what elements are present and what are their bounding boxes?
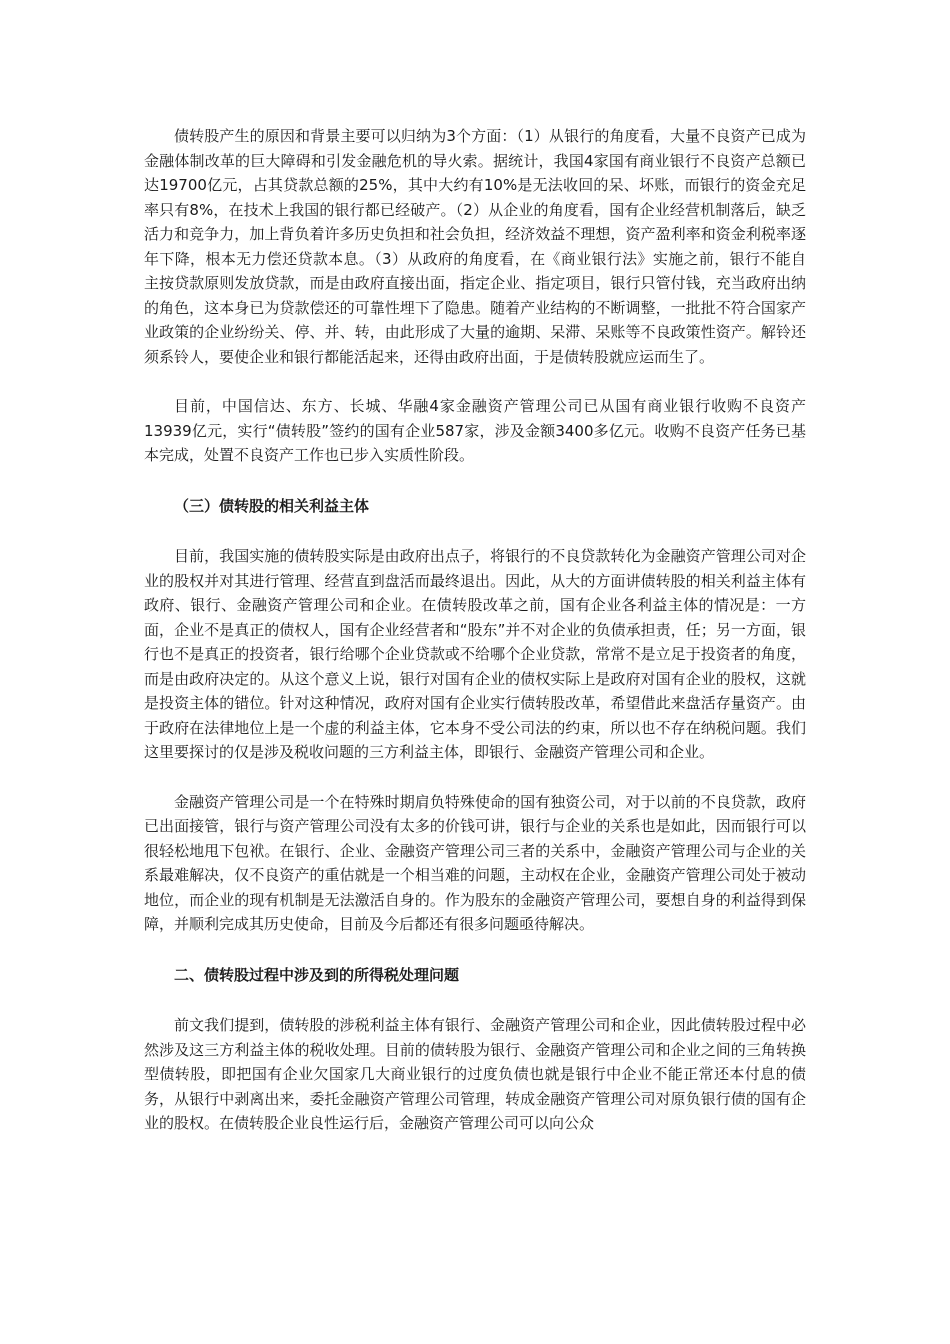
paragraph-asset-management-company: 金融资产管理公司是一个在特殊时期肩负特殊使命的国有独资公司，对于以前的不良贷款，政府已出面接管，银行与资产管理公司没有太多的价钱可讲，银行与企业的关系也是如此，因而银行可以很轻松地甩下包袱。在银行、企业、金融资产管理公司三者的关系中，金融资产管理公司与企业的关系最难解决，仅不良资产的重估就是一个相当难的问题，主动权在企业，金融资产管理公司处于被动地位，而企业的现有机制是无法激活自身的。作为股东的金融资产管理公司，要想自身的利益得到保障，并顺利完成其历史使命，目前及今后都还有很多问题亟待解决。 [144,792,806,933]
paragraph-stakeholders: 目前，我国实施的债转股实际是由政府出点子，将银行的不良贷款转化为金融资产管理公司对企业的股权并对其进行管理、经营直到盘活而最终退出。因此，从大的方面讲债转股的相关利益主体有政府、银行、金融资产管理公司和企业。在债转股改革之前，国有企业各利益主体的情况是：一方面，企业不是真正的债权人，国有企业经营者和“股东”并不对企业的负债承担责，任；另一方面，银行也不是真正的投资者，银行给哪个企业贷款或不给哪个企业贷款，常常不是立足于投资者的角度，而是由政府决定的。从这个意义上说，银行对国有企业的债权实际上是政府对国有企业的股权，这就是投资主体的错位。针对这种情况，政府对国有企业实行债转股改革，希望借此来盘活存量资产。由于政府在法律地位上是一个虚的利益主体，它本身不受公司法的约束，所以也不存在纳税问题。我们这里要探讨的仅是涉及税收问题的三方利益主体，即银行、金融资产管理公司和企业。 [144,547,806,761]
section-heading-stakeholders: （三）债转股的相关利益主体 [174,496,370,515]
paragraph-income-tax: 前文我们提到，债转股的涉税利益主体有银行、金融资产管理公司和企业，因此债转股过程中必然涉及这三方利益主体的税收处理。目前的债转股为银行、金融资产管理公司和企业之间的三角转换型债转股，即把国有企业欠国家几大商业银行的过度负债也就是银行中企业不能正常还本付息的债务，从银行中剥离出来，委托金融资产管理公司管理，转成金融资产管理公司对原负银行债的国有企业的股权。在债转股企业良性运行后，金融资产管理公司可以向公众 [144,1016,806,1132]
paragraph-asset-management-status: 目前，中国信达、东方、长城、华融4家金融资产管理公司已从国有商业银行收购不良资产13939亿元，实行“债转股”签约的国有企业587家，涉及金额3400多亿元。收购不良资产任务已基本完成，处置不良资产工作也已步入实质性阶段。 [144,397,806,464]
document-page [144,124,806,1136]
paragraph-debt-equity-causes: 债转股产生的原因和背景主要可以归纳为3个方面：（1）从银行的角度看，大量不良资产已成为金融体制改革的巨大障碍和引发金融危机的导火索。据统计，我国4家国有商业银行不良资产总额已达19700亿元，占其贷款总额的25%，其中大约有10%是无法收回的呆、坏账，而银行的资金充足率只有8%，在技术上我国的银行都已经破产。（2）从企业的角度看，国有企业经营机制落后，缺乏活力和竞争力，加上背负着许多历史负担和社会负担，经济效益不理想，资产盈利率和资金利税率逐年下降，根本无力偿还贷款本息。（3）从政府的角度看，在《商业银行法》实施之前，银行不能自主按贷款原则发放贷款，而是由政府直接出面，指定企业、指定项目，银行只管付钱，充当政府出纳的角色，这本身已为贷款偿还的可靠性埋下了隐患。随着产业结构的不断调整，一批批不符合国家产业政策的企业纷纷关、停、并、转，由此形成了大量的逾期、呆滞、呆账等不良政策性资产。解铃还须系铃人，要使企业和银行都能活起来，还得由政府出面，于是债转股就应运而生了。 [144,127,806,366]
section-heading-income-tax: 二、债转股过程中涉及到的所得税处理问题 [174,965,460,984]
